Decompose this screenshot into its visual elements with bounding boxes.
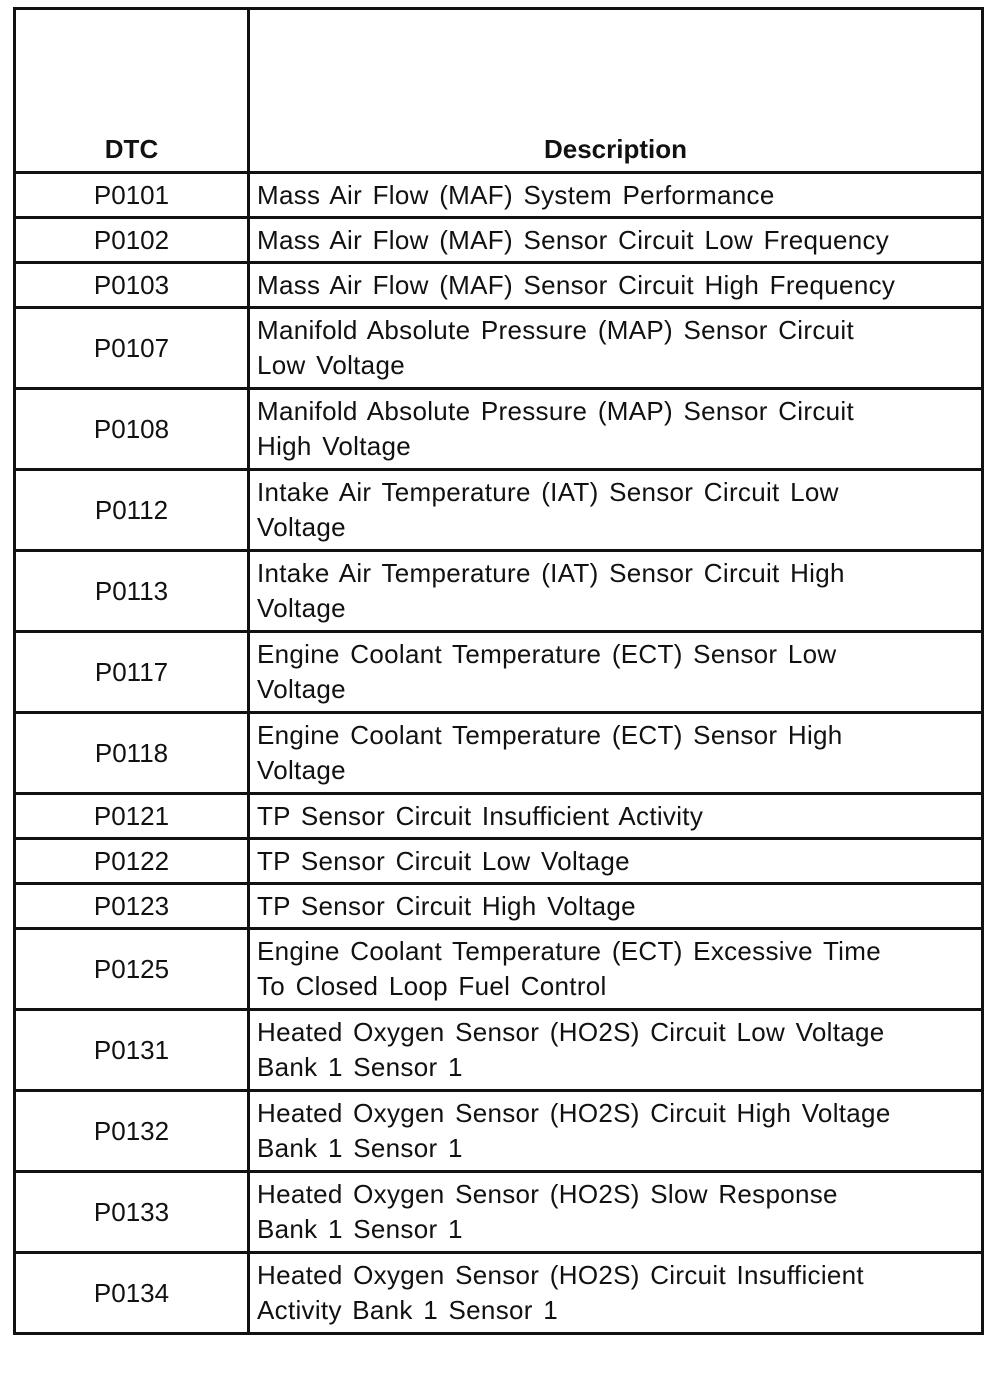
dtc-code-cell: P0112 [15, 470, 249, 551]
description-line: Voltage [257, 593, 346, 623]
table-header-row [15, 9, 983, 173]
description-line: High Voltage [257, 431, 412, 461]
description-line: Bank 1 Sensor 1 [257, 1052, 463, 1082]
description-line: Voltage [257, 512, 346, 542]
dtc-table-container [13, 7, 981, 1335]
description-line: Bank 1 Sensor 1 [257, 1133, 463, 1163]
description-line: Manifold Absolute Pressure (MAP) Sensor Circuit [257, 315, 854, 345]
description-line: Intake Air Temperature (IAT) Sensor Circuit Low [257, 477, 839, 507]
description-cell [249, 470, 983, 551]
description-line: Voltage [257, 674, 346, 704]
description-cell [249, 1172, 983, 1253]
description-cell [249, 929, 983, 1010]
dtc-code-cell: P0103 [15, 263, 249, 308]
table-row [15, 929, 983, 1010]
description-line: Engine Coolant Temperature (ECT) Sensor High [257, 720, 843, 750]
description-line: Mass Air Flow (MAF) Sensor Circuit Low Frequency [257, 224, 890, 255]
description-line: Heated Oxygen Sensor (HO2S) Circuit High Voltage [257, 1098, 891, 1128]
description-line: Manifold Absolute Pressure (MAP) Sensor Circuit [257, 396, 854, 426]
table-row [15, 1091, 983, 1172]
description-line: TP Sensor Circuit High Voltage [257, 890, 636, 921]
description-cell [249, 1091, 983, 1172]
dtc-column-header: DTC [15, 9, 249, 173]
description-line: Activity Bank 1 Sensor 1 [257, 1295, 558, 1325]
description-cell [249, 1010, 983, 1091]
description-cell [249, 389, 983, 470]
description-line: Mass Air Flow (MAF) System Performance [257, 179, 775, 210]
dtc-code-cell: P0101 [15, 173, 249, 218]
table-row [15, 173, 983, 218]
table-row [15, 839, 983, 884]
dtc-code-cell: P0121 [15, 794, 249, 839]
description-cell [249, 794, 983, 839]
description-line: Intake Air Temperature (IAT) Sensor Circuit High [257, 558, 845, 588]
description-cell [249, 1253, 983, 1334]
dtc-code-cell: P0102 [15, 218, 249, 263]
description-line: Mass Air Flow (MAF) Sensor Circuit High Frequency [257, 269, 896, 300]
table-row [15, 632, 983, 713]
table-row [15, 713, 983, 794]
table-row [15, 884, 983, 929]
dtc-code-cell: P0108 [15, 389, 249, 470]
description-cell [249, 173, 983, 218]
description-cell [249, 884, 983, 929]
table-row [15, 794, 983, 839]
table-row [15, 470, 983, 551]
description-column-header: Description [249, 9, 983, 173]
description-line: Voltage [257, 755, 346, 785]
description-line: Bank 1 Sensor 1 [257, 1214, 463, 1244]
dtc-code-cell: P0133 [15, 1172, 249, 1253]
description-line: Heated Oxygen Sensor (HO2S) Slow Response [257, 1179, 838, 1209]
description-cell [249, 713, 983, 794]
table-row [15, 308, 983, 389]
dtc-code-cell: P0107 [15, 308, 249, 389]
dtc-code-cell: P0118 [15, 713, 249, 794]
dtc-code-cell: P0117 [15, 632, 249, 713]
description-line: Engine Coolant Temperature (ECT) Sensor Low [257, 639, 837, 669]
description-cell [249, 632, 983, 713]
description-cell [249, 308, 983, 389]
dtc-code-cell: P0122 [15, 839, 249, 884]
table-body [15, 173, 983, 1334]
description-cell [249, 551, 983, 632]
table-row [15, 263, 983, 308]
description-cell [249, 839, 983, 884]
dtc-table [13, 7, 984, 1335]
table-row [15, 218, 983, 263]
dtc-code-cell: P0132 [15, 1091, 249, 1172]
table-row [15, 1253, 983, 1334]
description-line: Heated Oxygen Sensor (HO2S) Circuit Insufficient [257, 1260, 864, 1290]
dtc-code-cell: P0134 [15, 1253, 249, 1334]
table-row [15, 551, 983, 632]
dtc-code-cell: P0123 [15, 884, 249, 929]
dtc-code-cell: P0125 [15, 929, 249, 1010]
dtc-code-cell: P0131 [15, 1010, 249, 1091]
description-line: TP Sensor Circuit Insufficient Activity [257, 800, 704, 831]
description-cell [249, 218, 983, 263]
description-line: TP Sensor Circuit Low Voltage [257, 845, 630, 876]
dtc-code-cell: P0113 [15, 551, 249, 632]
table-row [15, 1172, 983, 1253]
description-line: Engine Coolant Temperature (ECT) Excessive Time [257, 936, 881, 966]
table-row [15, 389, 983, 470]
description-line: Low Voltage [257, 350, 405, 380]
description-line: Heated Oxygen Sensor (HO2S) Circuit Low Voltage [257, 1017, 885, 1047]
table-row [15, 1010, 983, 1091]
description-line: To Closed Loop Fuel Control [257, 971, 607, 1001]
description-cell [249, 263, 983, 308]
